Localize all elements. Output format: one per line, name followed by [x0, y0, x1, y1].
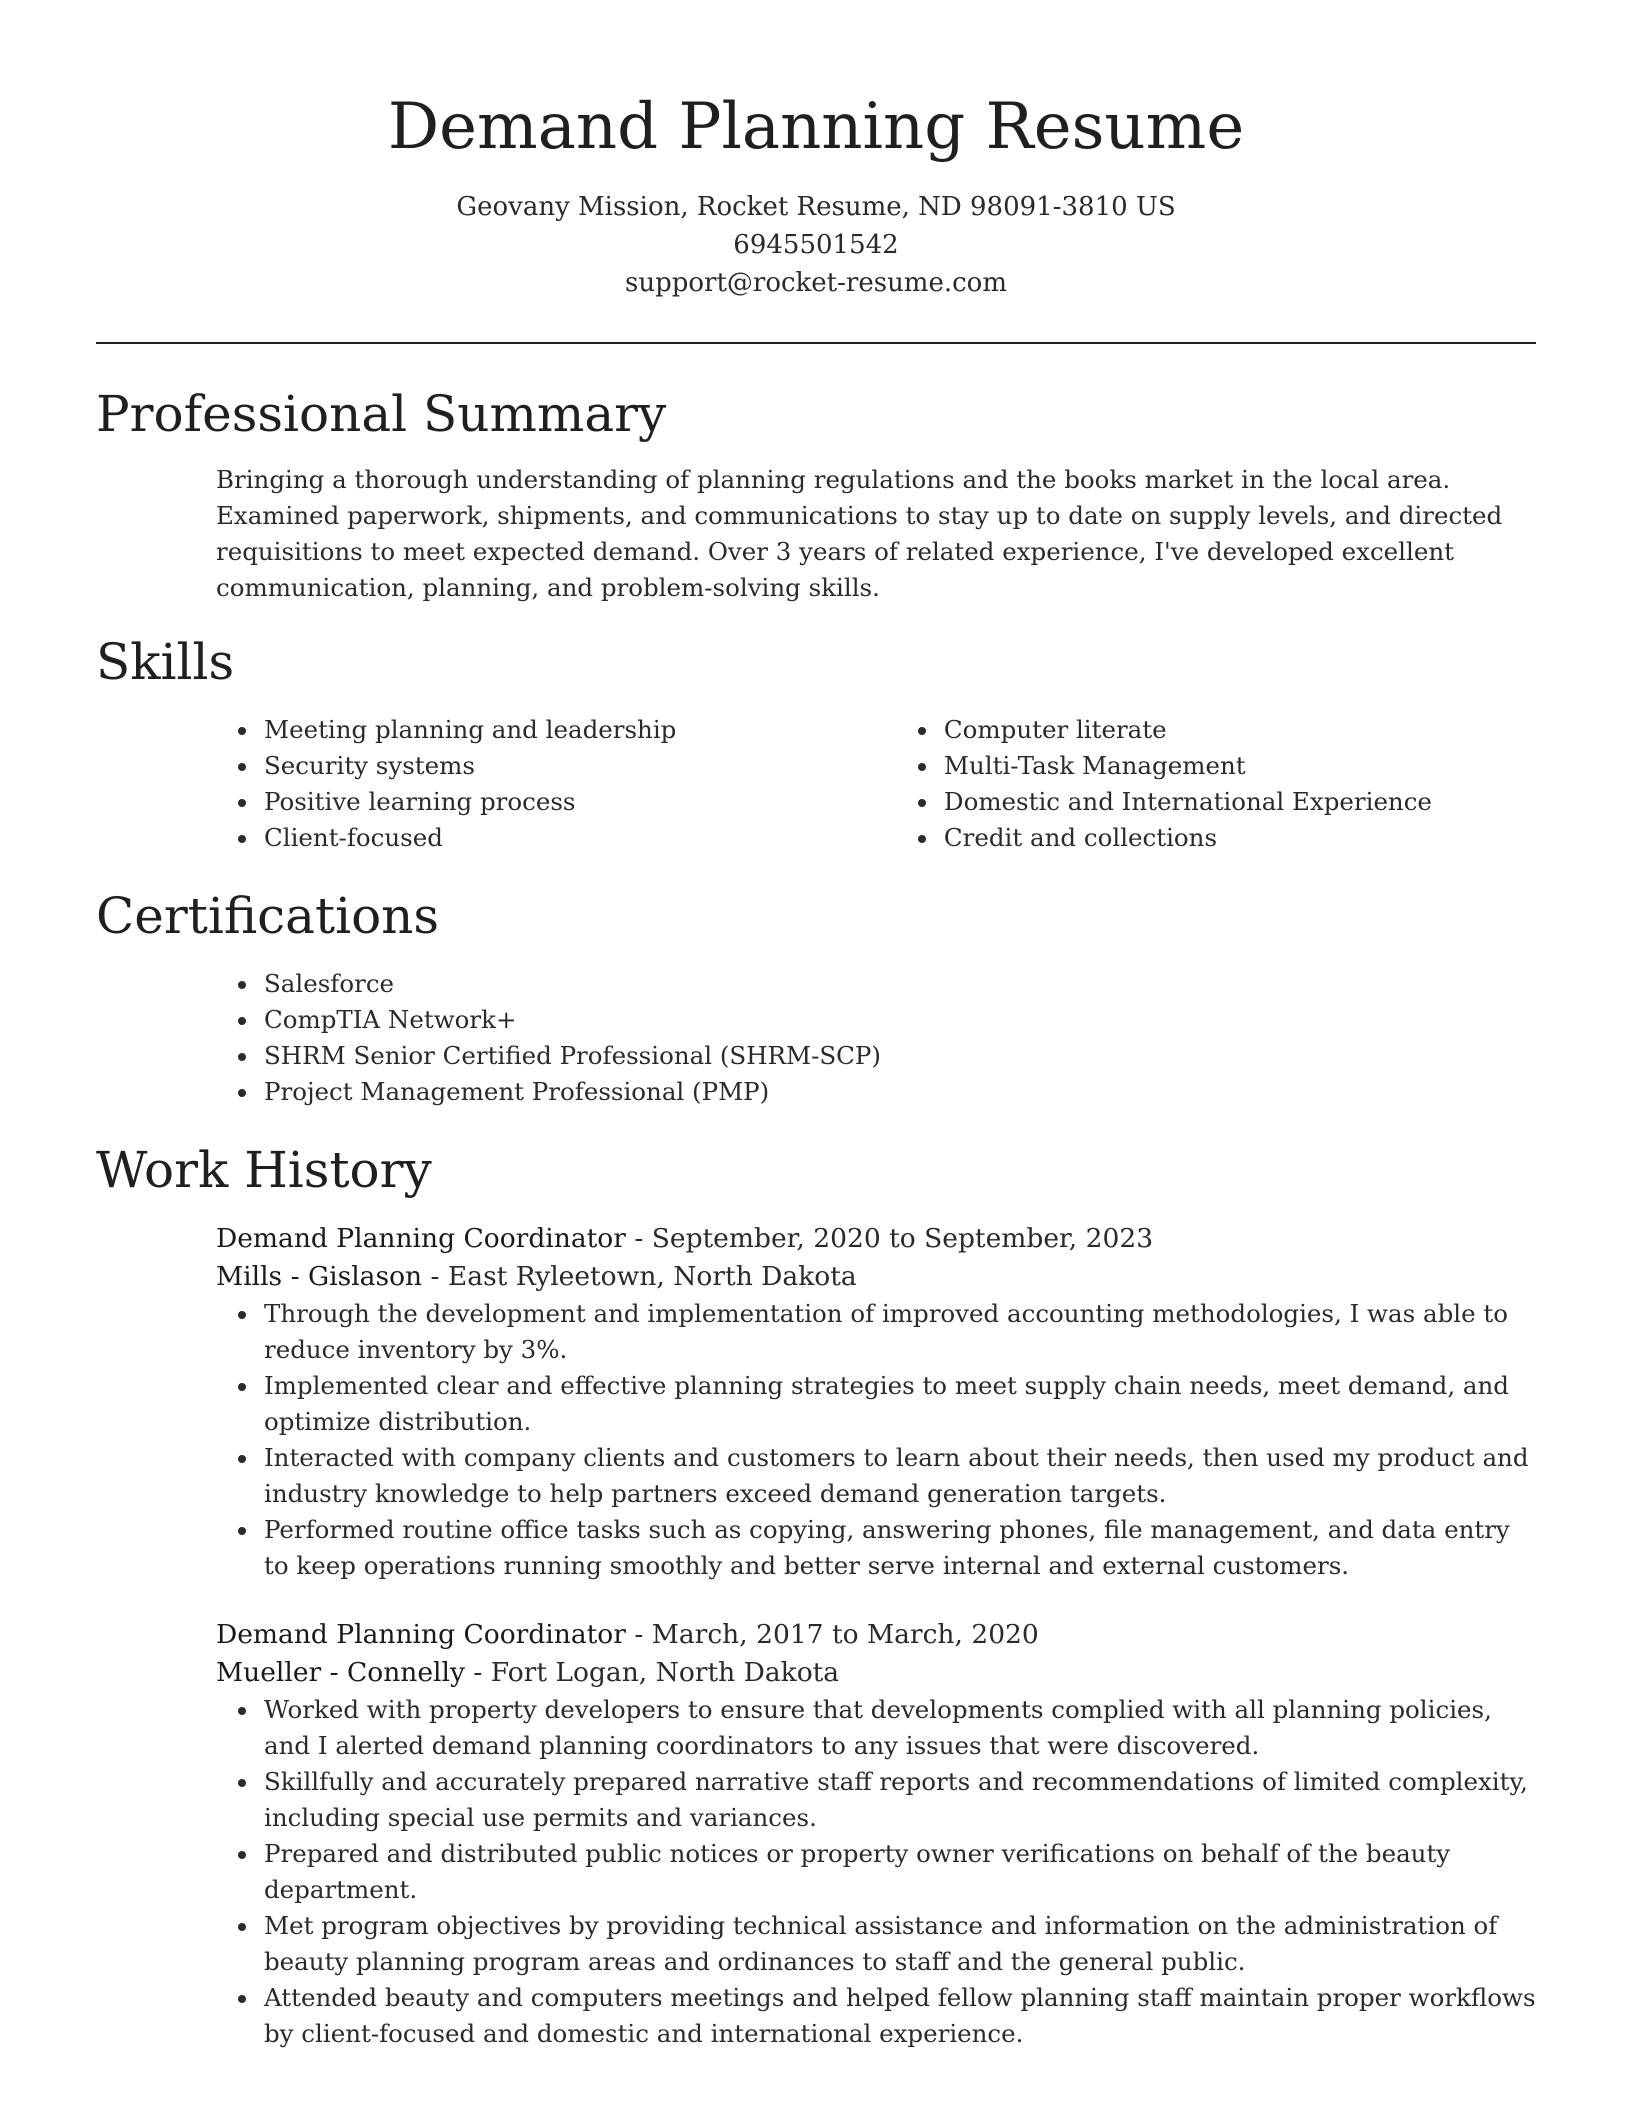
job-role: Demand Planning Coordinator — [216, 1619, 626, 1650]
job-title-line — [216, 1220, 1536, 1258]
skill-item: • Domestic and International Experience — [940, 784, 1536, 820]
certifications-heading: Certifications — [96, 887, 440, 945]
job-bullet: • Met program objectives by providing technical assistance and information on the administration of beauty planning program areas and ordinances to staff and the general public. — [260, 1908, 1536, 1980]
header-divider — [96, 342, 1536, 344]
skill-item: • Computer literate — [940, 712, 1536, 748]
job-bullets — [96, 1692, 1536, 2052]
skills-section — [96, 630, 1536, 856]
skill-item: • Credit and collections — [940, 820, 1536, 856]
work-history-heading: Work History — [96, 1141, 432, 1199]
job-bullet: • Through the development and implementation of improved accounting methodologies, I was able to reduce inventory by 3%. — [260, 1296, 1536, 1368]
job-separator: - — [422, 1261, 448, 1292]
summary-text: Bringing a thorough understanding of planning regulations and the books market in the local area. Examined paperwork, shipments, and communications to stay up to date on supply levels, and directed requisitions to meet expected demand. Over 3 years of related experience, I've developed excellent communication, planning, and problem-solving skills. — [216, 465, 1503, 602]
job-bullet: • Skillfully and accurately prepared narrative staff reports and recommendations of limited complexity, including special use permits and variances. — [260, 1764, 1536, 1836]
job-separator: - — [464, 1657, 491, 1688]
job-bullet: • Attended beauty and computers meetings and helped fellow planning staff maintain proper workflows by client-focused and domestic and international experience. — [260, 1980, 1536, 2052]
certification-item: • Project Management Professional (PMP) — [260, 1074, 1536, 1110]
skills-grid — [96, 712, 1536, 856]
job-bullet: • Interacted with company clients and customers to learn about their needs, then used my product and industry knowledge to help partners exceed demand generation targets. — [260, 1440, 1536, 1512]
skills-heading: Skills — [96, 633, 235, 691]
job-entry — [96, 1616, 1536, 2052]
work-history-section — [96, 1138, 1536, 2052]
job-bullet: • Performed routine office tasks such as copying, answering phones, file management, and data entry to keep operations running smoothly and better serve internal and external customers. — [260, 1512, 1536, 1584]
skill-item: • Multi-Task Management — [940, 748, 1536, 784]
email-text: support@rocket-resume.com — [624, 268, 1007, 298]
job-location: Fort Logan, North Dakota — [490, 1657, 840, 1688]
skills-list-left — [96, 712, 908, 856]
job-role: Demand Planning Coordinator — [216, 1223, 626, 1254]
job-company: Mills - Gislason — [216, 1261, 423, 1292]
job-company-line — [216, 1258, 1536, 1296]
job-separator: - — [625, 1619, 652, 1650]
certifications-list — [96, 966, 1536, 1110]
summary-section — [96, 382, 1536, 606]
job-separator: - — [625, 1223, 652, 1254]
job-bullets — [96, 1296, 1536, 1584]
certification-item: • CompTIA Network+ — [260, 1002, 1536, 1038]
resume-title: Demand Planning Resume — [387, 90, 1245, 164]
summary-heading: Professional Summary — [96, 385, 667, 443]
address-text: Geovany Mission, Rocket Resume, ND 98091-3810 US — [456, 192, 1176, 222]
job-company: Mueller - Connelly — [216, 1657, 465, 1688]
job-entry — [96, 1220, 1536, 1584]
resume-header — [96, 0, 1536, 302]
skill-item: • Security systems — [260, 748, 908, 784]
job-company-line — [216, 1654, 1536, 1692]
job-bullet: • Prepared and distributed public notices or property owner verifications on behalf of the beauty department. — [260, 1836, 1536, 1908]
contact-block — [96, 188, 1536, 302]
certifications-section — [96, 884, 1536, 1110]
job-bullet: • Implemented clear and effective planning strategies to meet supply chain needs, meet demand, and optimize distribution. — [260, 1368, 1536, 1440]
job-title-line — [216, 1616, 1536, 1654]
certification-item: • SHRM Senior Certified Professional (SHRM-SCP) — [260, 1038, 1536, 1074]
skill-item: • Positive learning process — [260, 784, 908, 820]
certification-item: • Salesforce — [260, 966, 1536, 1002]
skill-item: • Client-focused — [260, 820, 908, 856]
job-location: East Ryleetown, North Dakota — [447, 1261, 857, 1292]
skills-list-right — [908, 712, 1536, 856]
skill-item: • Meeting planning and leadership — [260, 712, 908, 748]
job-dates: September, 2020 to September, 2023 — [651, 1223, 1154, 1254]
job-dates: March, 2017 to March, 2020 — [651, 1619, 1039, 1650]
job-bullet: • Worked with property developers to ensure that developments complied with all planning policies, and I alerted demand planning coordinators to any issues that were discovered. — [260, 1692, 1536, 1764]
phone-text: 6945501542 — [733, 230, 899, 260]
